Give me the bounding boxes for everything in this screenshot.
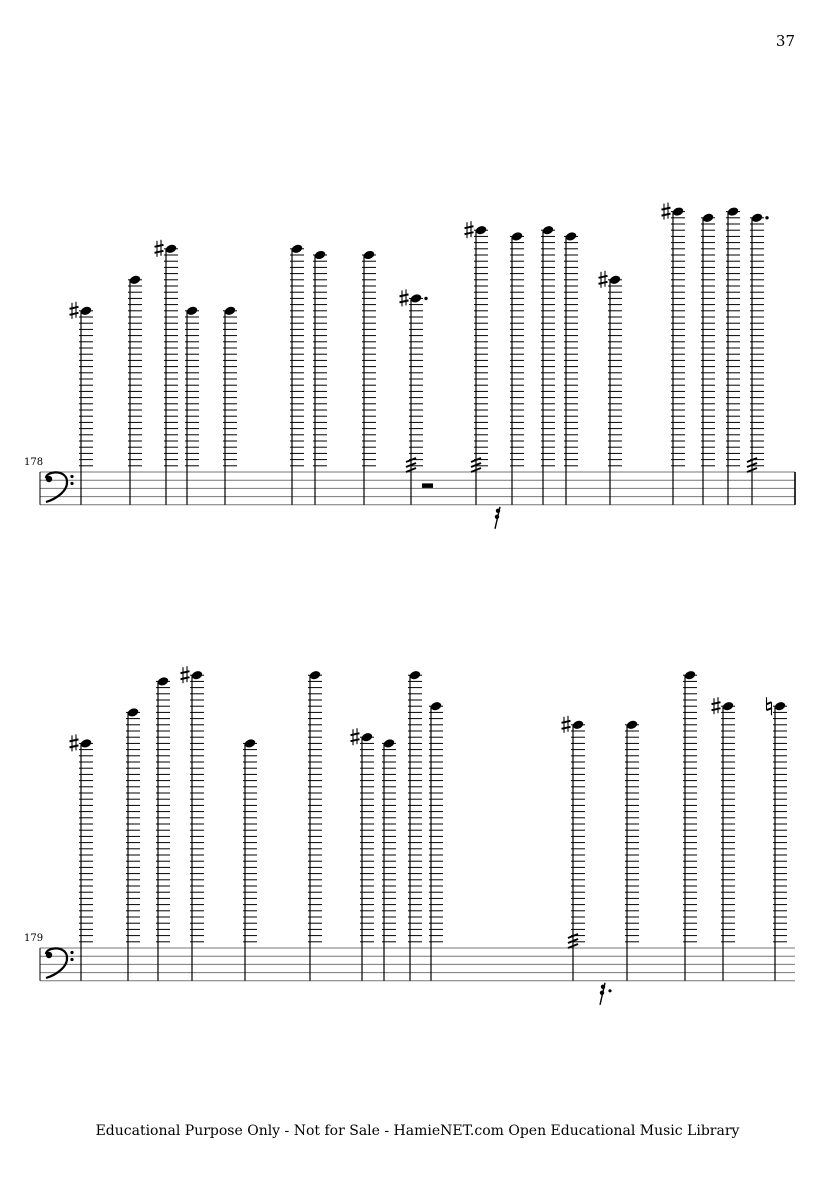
note [701, 212, 715, 504]
staff-system-179 [24, 666, 795, 1005]
measure-number: 178 [24, 457, 44, 468]
note [429, 701, 443, 981]
measure-number: 179 [24, 933, 44, 944]
note [70, 302, 94, 505]
sharp-icon [70, 734, 79, 751]
note [408, 670, 422, 981]
natural-icon [767, 697, 772, 715]
sharp-icon [599, 271, 608, 288]
note [313, 250, 327, 505]
note [126, 707, 140, 981]
note [382, 738, 396, 981]
dotted-sixteenth-rest-icon [600, 983, 612, 1005]
note [308, 670, 322, 981]
note [290, 243, 304, 504]
note [683, 670, 697, 981]
bass-clef-icon [46, 472, 74, 502]
sharp-icon [181, 666, 190, 683]
note [185, 305, 199, 504]
note [712, 697, 736, 981]
note [564, 231, 578, 505]
note [726, 206, 740, 505]
note [625, 719, 639, 980]
note [128, 274, 142, 504]
augmentation-dot [765, 216, 768, 219]
sharp-icon [351, 728, 360, 745]
note [351, 728, 375, 981]
note [562, 716, 586, 981]
sharp-icon [465, 221, 474, 238]
bass-clef-icon [46, 948, 74, 978]
note [223, 305, 237, 504]
note [541, 225, 555, 505]
note [362, 250, 376, 505]
sharp-icon [562, 716, 571, 733]
note [465, 221, 489, 505]
augmentation-dot [424, 297, 427, 300]
note [599, 271, 623, 505]
note [747, 212, 769, 504]
sharp-icon [400, 289, 409, 306]
note [767, 697, 788, 981]
sharp-icon [662, 203, 671, 220]
half-rest-icon [422, 483, 433, 488]
note [510, 231, 524, 505]
sharp-icon [70, 302, 79, 319]
note [156, 676, 170, 981]
note [662, 203, 686, 505]
sharp-icon [155, 240, 164, 257]
sixteenth-rest-icon [495, 507, 500, 529]
note [155, 240, 179, 505]
note [70, 734, 94, 980]
footer-text: Educational Purpose Only - Not for Sale - HamieNET.com Open Educational Music Library [95, 1123, 740, 1139]
staff-system-178 [24, 203, 795, 529]
sharp-icon [712, 697, 721, 714]
page-number: 37 [775, 32, 795, 50]
note [243, 738, 257, 981]
note [181, 666, 205, 981]
